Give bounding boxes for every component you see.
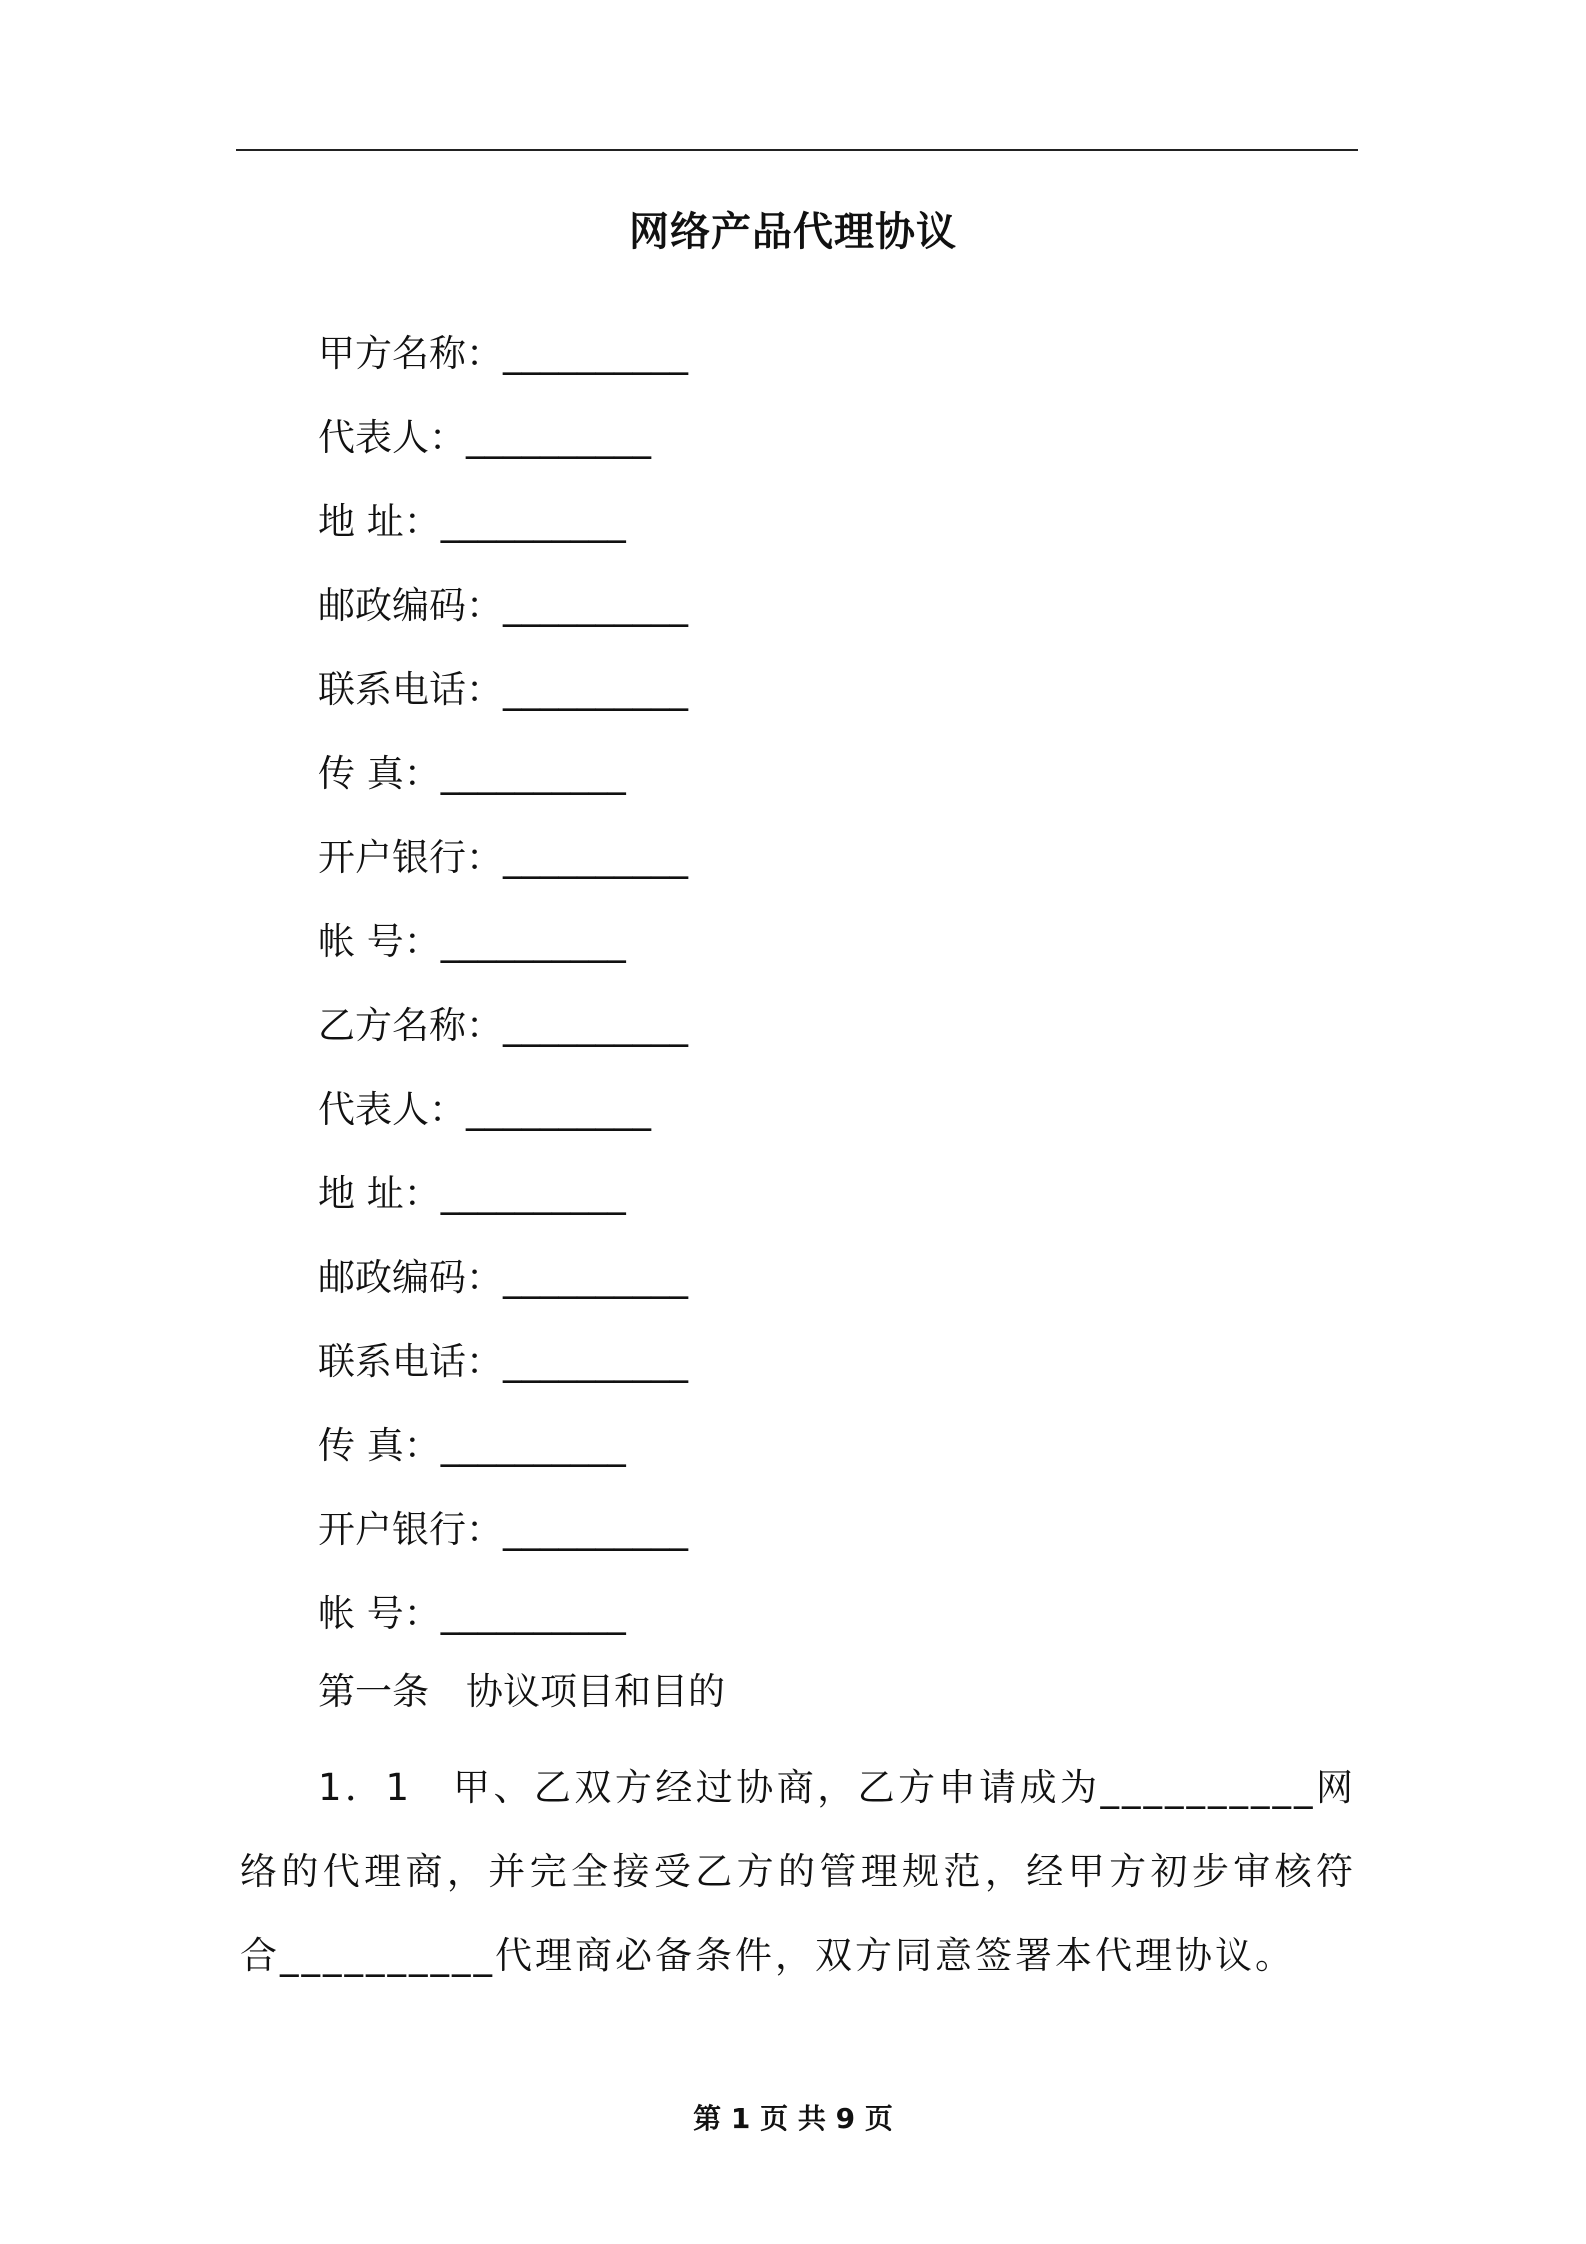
- field-party-b-address: 地 址：__________: [318, 1172, 626, 1215]
- field-party-a-representative: 代表人：__________: [318, 416, 651, 459]
- field-party-a-account: 帐 号：__________: [318, 920, 626, 963]
- field-party-b-account: 帐 号：__________: [318, 1592, 626, 1635]
- field-party-b-name: 乙方名称：__________: [318, 1004, 688, 1047]
- field-party-a-address: 地 址：__________: [318, 500, 626, 543]
- field-party-a-phone: 联系电话：__________: [318, 668, 688, 711]
- article-paragraph: 1．1 甲、乙双方经过协商，乙方申请成为__________网络的代理商，并完全接受乙方的管理规范，经甲方初步审核符合__________代理商必备条件，双方同意签署本代理协议。: [240, 1766, 1356, 1977]
- document-title: 网络产品代理协议: [629, 209, 957, 255]
- field-party-b-phone: 联系电话：__________: [318, 1340, 688, 1383]
- article-heading: 第一条 协议项目和目的: [318, 1670, 725, 1713]
- field-party-a-postcode: 邮政编码：__________: [318, 584, 688, 627]
- field-party-a-fax: 传 真：__________: [318, 752, 626, 795]
- field-party-b-representative: 代表人：__________: [318, 1088, 651, 1131]
- field-party-a-name: 甲方名称：__________: [318, 332, 688, 375]
- page-footer: 第 1 页 共 9 页: [693, 2102, 893, 2135]
- field-party-a-bank: 开户银行：__________: [318, 836, 688, 879]
- header-rule: [236, 149, 1358, 151]
- field-party-b-fax: 传 真：__________: [318, 1424, 626, 1467]
- field-party-b-bank: 开户银行：__________: [318, 1508, 688, 1551]
- field-party-b-postcode: 邮政编码：__________: [318, 1256, 688, 1299]
